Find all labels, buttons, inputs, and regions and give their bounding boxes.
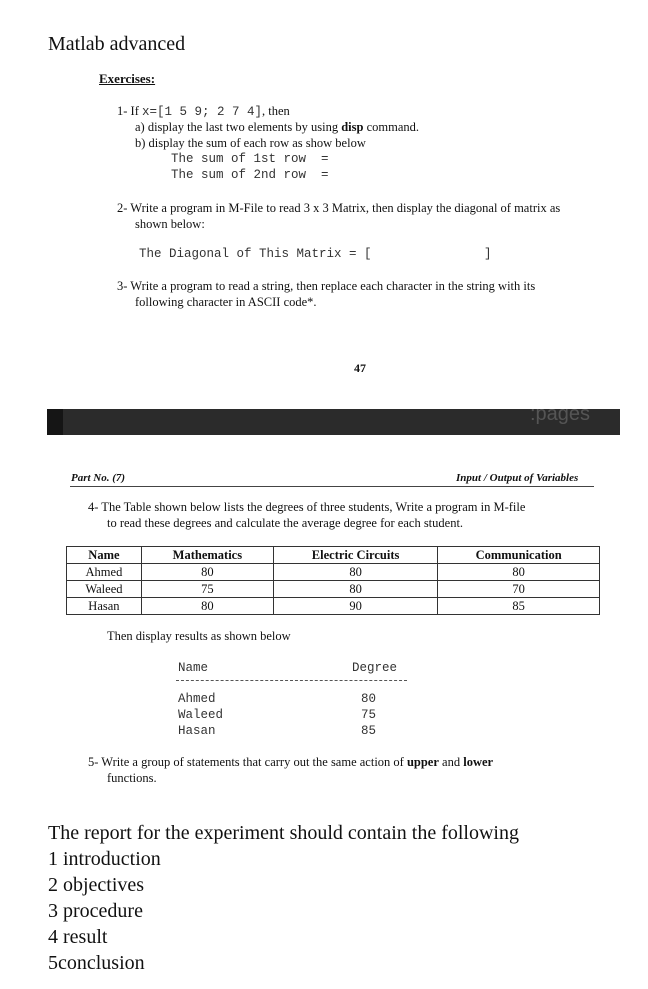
cell-mathematics: 80: [141, 564, 273, 581]
table-row: [67, 598, 600, 615]
cell-electric-circuits: 80: [273, 564, 437, 581]
report-item: 3 procedure: [48, 900, 143, 922]
exercise-2-line-2: shown below:: [135, 217, 205, 231]
exercise-1-prefix: 1- If: [117, 104, 142, 118]
exercise-1-output-2: The sum of 2nd row =: [171, 168, 329, 182]
output-separator: [176, 680, 407, 681]
exercise-1-output-1: The sum of 1st row =: [171, 152, 329, 166]
report-item: 5conclusion: [48, 952, 145, 974]
page-separator-bar: [47, 403, 620, 435]
watermark-text: :pages: [529, 403, 590, 425]
separator-edge: [47, 409, 63, 435]
cell-communication: 80: [438, 564, 600, 581]
header-communication: Communication: [438, 547, 600, 564]
part-number: Part No. (7): [71, 472, 126, 484]
exercises-heading: Exercises:: [99, 71, 156, 86]
report-item: 4 result: [48, 926, 108, 948]
report-item: 1 introduction: [48, 848, 161, 870]
exercise-1-code: x=[1 5 9; 2 7 4]: [142, 105, 263, 119]
table-header-row: [67, 547, 600, 564]
part-subject: Input / Output of Variables: [456, 472, 579, 484]
exercise-1a-end: command.: [363, 120, 420, 134]
exercise-5-text: 5- Write a group of statements that carry out the same action of: [88, 755, 407, 769]
exercise-1-suffix: , then: [262, 104, 290, 118]
table-row: [67, 581, 600, 598]
table-row: [67, 564, 600, 581]
part-header-rule: [70, 486, 594, 487]
exercise-1b: b) display the sum of each row as show below: [135, 136, 366, 150]
exercise-5-keyword-lower: lower: [463, 755, 494, 769]
report-heading: The report for the experiment should contain the following: [48, 822, 519, 844]
then-display-text: Then display results as shown below: [107, 629, 291, 643]
exercise-1a-text: a) display the last two elements by using: [135, 120, 342, 134]
cell-communication: 70: [438, 581, 600, 598]
output-row-degree: 85: [361, 724, 377, 738]
cell-name: Ahmed: [67, 564, 142, 581]
document-title: Matlab advanced: [48, 33, 186, 55]
header-name: Name: [67, 547, 142, 564]
output-row-name: Ahmed: [178, 692, 216, 706]
cell-mathematics: 80: [141, 598, 273, 615]
cell-communication: 85: [438, 598, 600, 615]
exercise-4-line-1: 4- The Table shown below lists the degrees of three students, Write a program in M-file: [88, 500, 526, 514]
header-electric-circuits: Electric Circuits: [273, 547, 437, 564]
cell-mathematics: 75: [141, 581, 273, 598]
output-header-name: Name: [178, 661, 209, 675]
exercise-5-and: and: [438, 755, 464, 769]
page-number: 47: [354, 361, 366, 375]
output-row-name: Hasan: [178, 724, 216, 738]
exercise-5-line-2: functions.: [107, 771, 157, 785]
exercise-5-keyword-upper: upper: [406, 755, 439, 769]
output-row-name: Waleed: [178, 708, 224, 722]
output-row-degree: 80: [361, 692, 377, 706]
exercise-2-output: The Diagonal of This Matrix = [ ]: [139, 247, 492, 261]
cell-electric-circuits: 80: [273, 581, 437, 598]
exercise-3-line-2: following character in ASCII code*.: [135, 295, 317, 309]
grades-table: [66, 546, 600, 615]
output-row-degree: 75: [361, 708, 377, 722]
cell-electric-circuits: 90: [273, 598, 437, 615]
output-header-degree: Degree: [352, 661, 398, 675]
exercise-1a-keyword: disp: [341, 120, 364, 134]
exercise-2-line-1: 2- Write a program in M-File to read 3 x 3 Matrix, then display the diagonal of matrix as: [117, 201, 561, 215]
exercise-3-line-1: 3- Write a program to read a string, then replace each character in the string with its: [117, 279, 536, 293]
cell-name: Hasan: [67, 598, 142, 615]
header-mathematics: Mathematics: [141, 547, 273, 564]
exercise-4-line-2: to read these degrees and calculate the average degree for each student.: [107, 516, 464, 530]
exercise-1a: [135, 120, 419, 135]
report-item: 2 objectives: [48, 874, 145, 896]
cell-name: Waleed: [67, 581, 142, 598]
exercise-1-statement: [117, 104, 290, 119]
exercise-5-line-1: [88, 755, 493, 770]
